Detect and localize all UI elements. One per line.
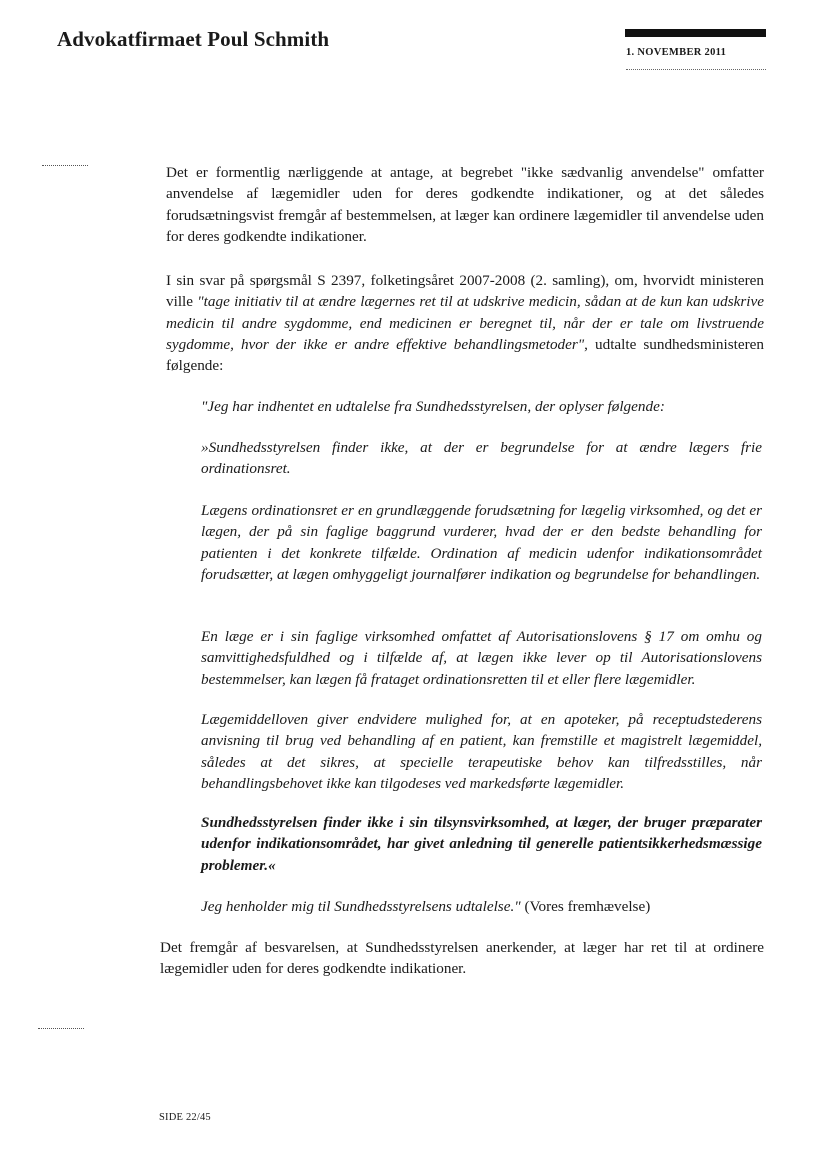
- block-quote: [201, 896, 762, 917]
- block-quote: »Sundhedsstyrelsen finder ikke, at der er begrundelse for at ændre lægers frie ordinationsret.: [201, 439, 762, 478]
- document-date: 1. NOVEMBER 2011: [626, 47, 727, 58]
- emphasis-note: (Vores fremhævelse): [520, 898, 651, 915]
- block-quote: "Jeg har indhentet en udtalelse fra Sundhedsstyrelsen, der oplyser følgende:: [201, 398, 665, 415]
- block-quote-emphasis: Sundhedsstyrelsen finder ikke i sin tilsynsvirksomhed, at læger, der bruger præparater udenfor indikationsområdet, har givet anledning til generelle patientsikkerhedsmæssige problemer.«: [201, 814, 762, 874]
- paragraph-text: I sin svar på spørgsmål S 2397, folketingsåret 2007-2008 (2. samling), om, hvorvidt ministeren ville: [166, 272, 764, 311]
- block-quote: Lægens ordinationsret er en grundlæggende forudsætning for lægelig virksomhed, og det er lægen, der på sin faglige baggrund vurderer, hvad der er den bedste behandling for patienten i det konkrete tilfælde. Ordination af medicin udenfor indikationsområdet forudsætter, at lægen omhyggeligt journalfører indikation og begrundelse for behandlingen.: [201, 502, 762, 583]
- date-divider: [626, 69, 766, 70]
- block-quote: En læge er i sin faglige virksomhed omfattet af Autorisationslovens § 17 om omhu og samvittighedsfuldhed og i tilfælde af, at lægen ikke lever op til Autorisationslovens bestemmelser, kan lægen få frataget ordinationsretten til et eller flere lægemidler.: [201, 628, 762, 688]
- quote-text: Jeg henholder mig til Sundhedsstyrelsens udtalelse.": [201, 898, 521, 915]
- body-paragraph: Det er formentlig nærliggende at antage, at begrebet "ikke sædvanlig anvendelse" omfatter anvendelse af lægemidler uden for deres godkendte indikationer, og at det således forudsætningsvist fremgår af bestemmelsen, at læger kan ordinere lægemidler til anvendelse uden for deres godkendte indikationer.: [166, 164, 764, 245]
- body-paragraph: [166, 270, 764, 376]
- body-paragraph: Det fremgår af besvarelsen, at Sundhedsstyrelsen anerkender, at læger har ret til at ordinere lægemidler uden for deres godkendte indikationer.: [160, 939, 764, 978]
- margin-mark: [42, 165, 88, 166]
- quoted-question: "tage initiativ til at ændre lægernes ret til at udskrive medicin, sådan at de kun kan udskrive medicin til andre sygdomme, end medicinen er beregnet til, når der er tale om livstruende sygdomme, hvor der ikke er andre effektive behandlingsmetoder": [166, 293, 764, 353]
- paragraph-text: , udtalte sundhedsministeren følgende:: [166, 335, 765, 375]
- page-number: SIDE 22/45: [159, 1112, 211, 1123]
- margin-mark: [38, 1028, 84, 1029]
- header-bar: [625, 29, 766, 37]
- block-quote: Lægemiddelloven giver endvidere mulighed for, at en apoteker, på receptudstederens anvisning til brug ved behandling af en patient, kan fremstille et magistrelt lægemiddel, således at det sikres, at specielle terapeutiske behov kan tilfredsstilles, når behandlingsbehovet ikke kan tilgodeses ved markedsførte lægemidler.: [201, 711, 762, 792]
- firm-name: Advokatfirmaet Poul Schmith: [57, 27, 330, 51]
